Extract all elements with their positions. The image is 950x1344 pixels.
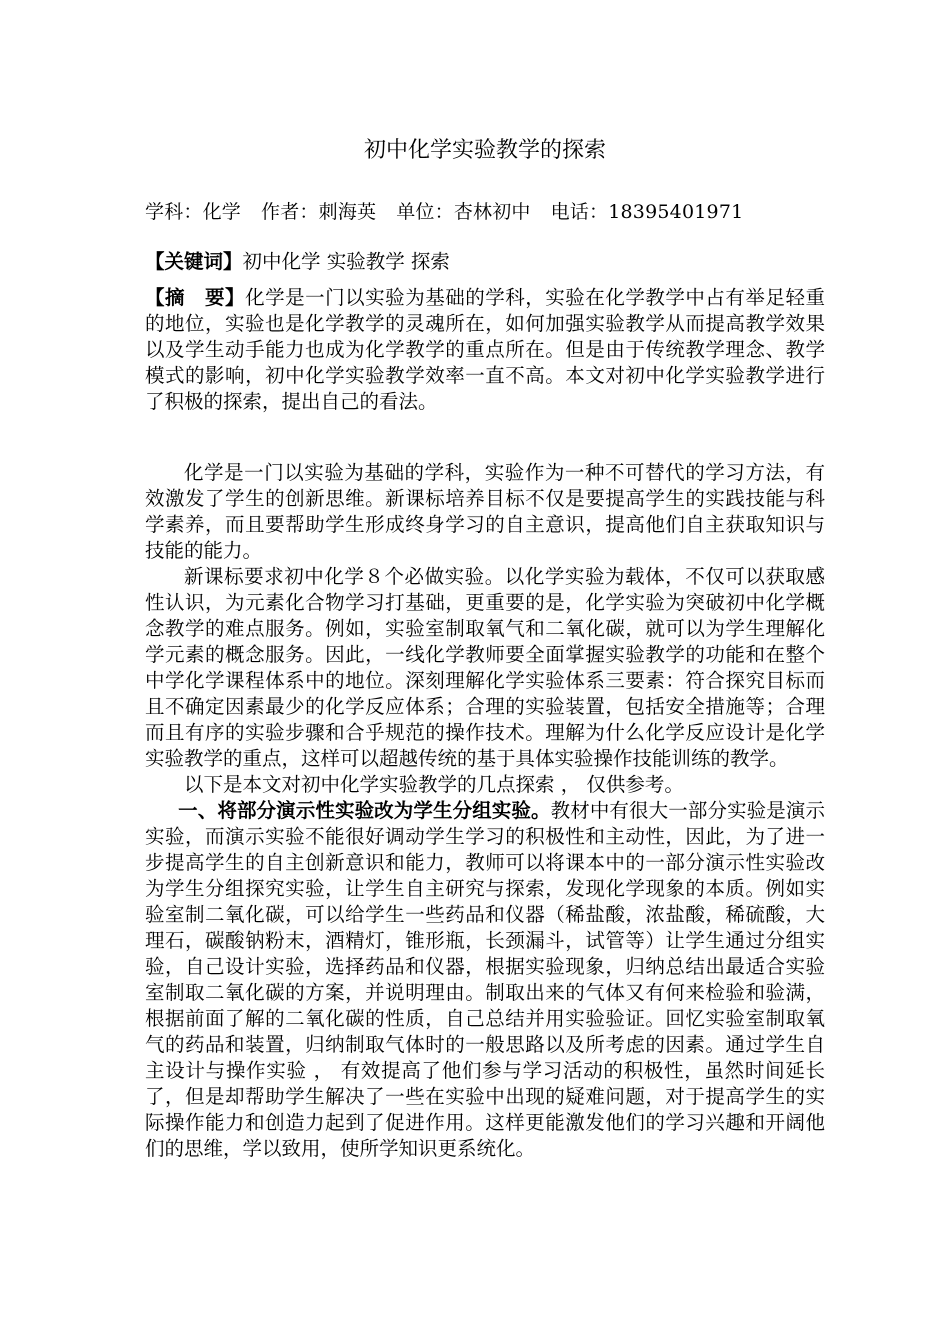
body-paragraph-1: 化学是一门以实验为基础的学科，实验作为一种不可替代的学习方法，有效激发了学生的创新思维。新课标培养目标不仅是要提高学生的实践技能与科学素养，而且要帮助学生形成终身学习的自主意识，提高他们自主获取知识与技能的能力。 <box>145 461 825 562</box>
unit-field: 单位：杏林初中 <box>396 201 531 223</box>
section-1-paragraph <box>145 798 825 1162</box>
body-paragraph-2: 新课标要求初中化学８个必做实验。以化学实验为载体，不仅可以获取感性认识，为元素化合物学习打基础，更重要的是，化学实验为突破初中化学概念教学的难点服务。例如，实验室制取氧气和二氧化碳，就可以为学生理解化学元素的概念服务。因此，一线化学教师要全面掌握实验教学的功能和在整个中学化学课程体系中的地位。深刻理解化学实验体系三要素：符合探究目标而且不确定因素最少的化学反应体系；合理的实验装置，包括安全措施等；合理而且有序的实验步骤和合乎规范的操作技术。理解为什么化学反应设计是化学实验教学的重点，这样可以超越传统的基于具体实验操作技能训练的教学。 <box>145 565 825 770</box>
abstract-paragraph <box>145 285 825 415</box>
document-title: 初中化学实验教学的探索 <box>363 138 606 163</box>
abstract-text: 化学是一门以实验为基础的学科，实验在化学教学中占有举足轻重的地位，实验也是化学教学的灵魂所在，如何加强实验教学从而提高教学效果以及学生动手能力也成为化学教学的重点所在。但是由于传统教学理念、教学模式的影响，初中化学实验教学效率一直不高。本文对初中化学实验教学进行了积极的探索，提出自己的看法。 <box>145 286 825 413</box>
document-body <box>145 460 825 1162</box>
keywords-line <box>145 248 825 276</box>
subject-field: 学科：化学 <box>145 201 242 223</box>
phone-field: 电话：18395401971 <box>550 201 744 223</box>
keywords-label: 【关键词】 <box>145 250 243 273</box>
section-1-heading: 一、将部分演示性实验改为学生分组实验。 <box>178 799 551 822</box>
keywords-text: 初中化学 实验教学 探索 <box>242 250 450 273</box>
author-field: 作者：刺海英 <box>261 201 377 223</box>
author-info-line <box>145 198 825 226</box>
abstract-label: 【摘 要】 <box>145 286 246 309</box>
body-paragraph-3: 以下是本文对初中化学实验教学的几点探索 ， 仅供参考。 <box>184 773 684 796</box>
section-1-text: 教材中有很大一部分实验是演示实验，而演示实验不能很好调动学生学习的积极性和主动性，因此，为了进一步提高学生的自主创新意识和能力，教师可以将课本中的一部分演示性实验改为学生分组探究实验，让学生自主研究与探索，发现化学现象的本质。例如实验室制二氧化碳，可以给学生一些药品和仪器（稀盐酸，浓盐酸，稀硫酸，大理石，碳酸钠粉末，酒精灯，锥形瓶，长颈漏斗，试管等）让学生通过分组实验，自己设计实验，选择药品和仪器，根据实验现象，归纳总结出最适合实验室制取二氧化碳的方案，并说明理由。制取出来的气体又有何来检验和验满，根据前面了解的二氧化碳的性质，自己总结并用实验验证。回忆实验室制取氧气的药品和装置，归纳制取气体时的一般思路以及所考虑的因素。通过学生自主设计与操作实验 ， 有效提高了他们参与学习活动的积极性，虽然时间延长了，但是却帮助学生解决了一些在实验中出现的疑难问题，对于提高学生的实际操作能力和创造力起到了促进作用。这样更能激发他们的学习兴趣和开阔他们的思维，学以致用，使所学知识更系统化。 <box>145 799 825 1160</box>
